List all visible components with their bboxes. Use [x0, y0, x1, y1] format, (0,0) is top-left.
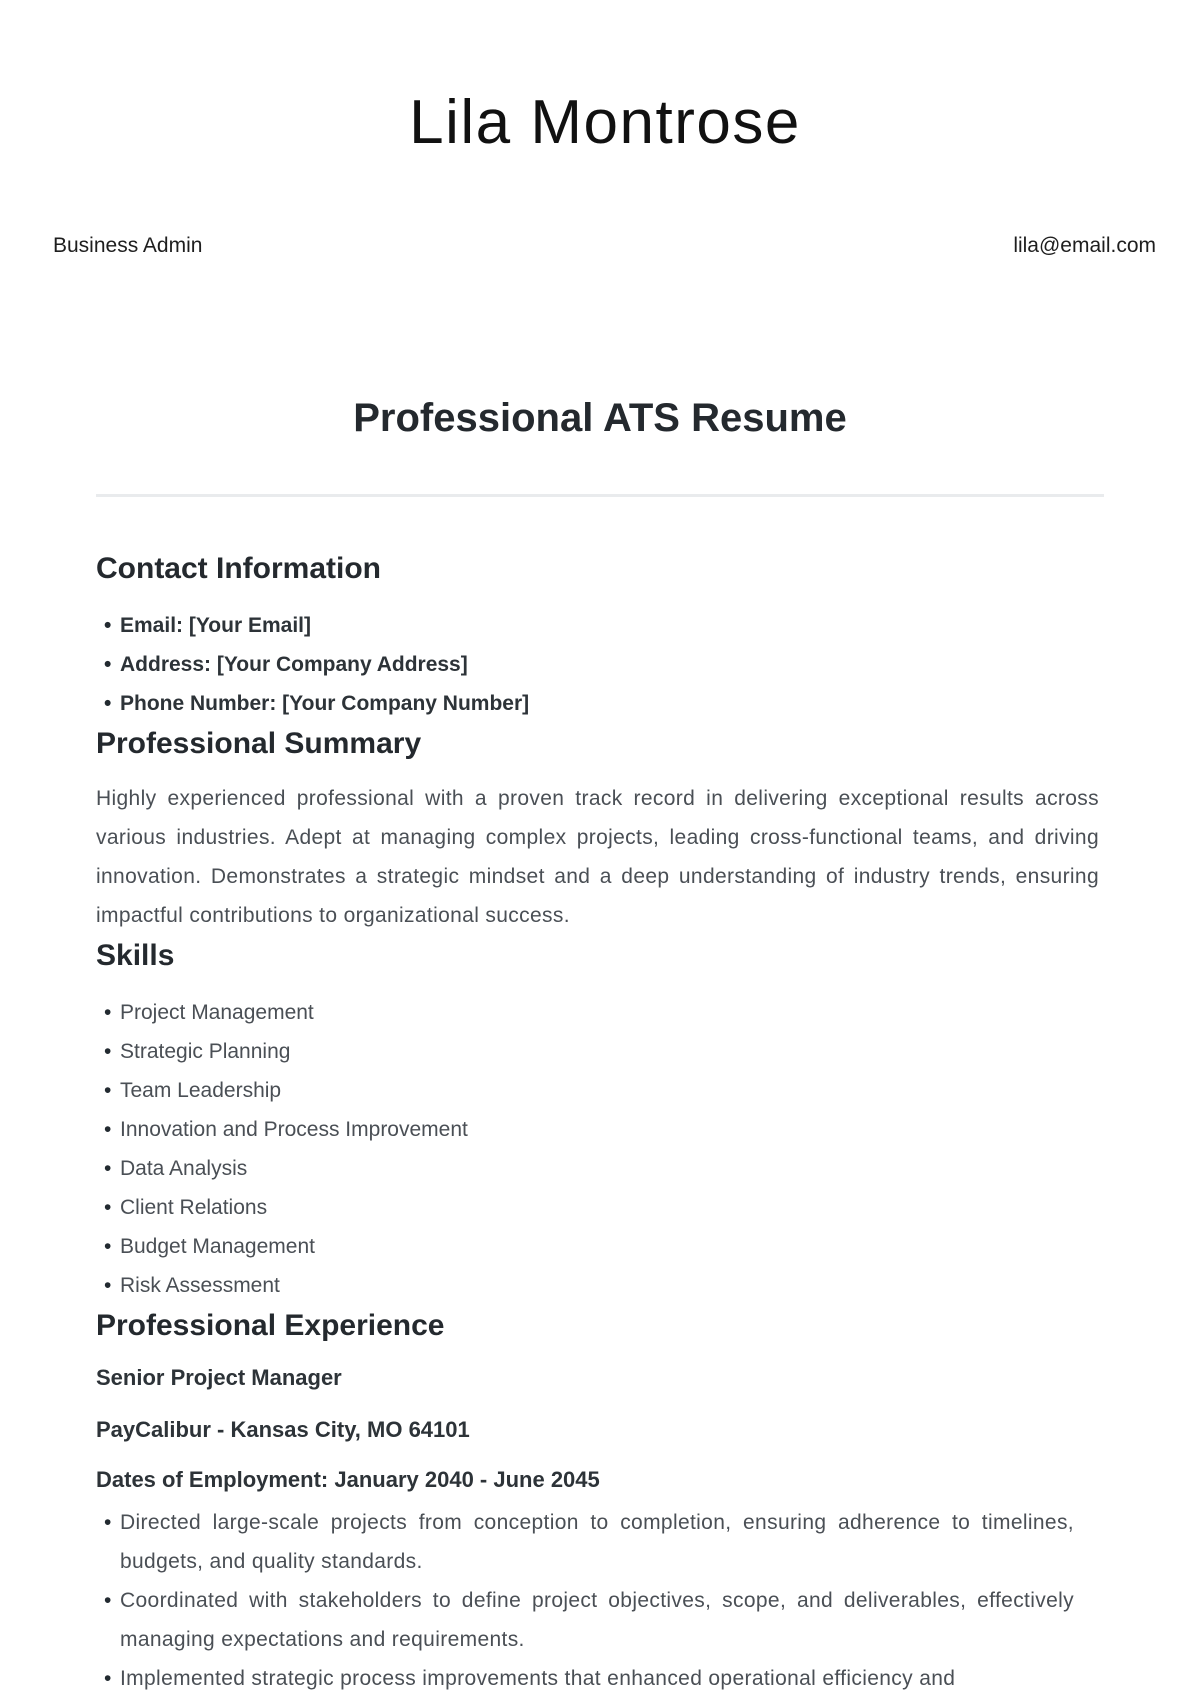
job-duty: [96, 1581, 1074, 1659]
bullet-icon: •: [104, 614, 112, 637]
contact-item: [96, 606, 1099, 645]
skill-item: [96, 1149, 1099, 1188]
bullet-icon: •: [104, 1196, 112, 1219]
skill-item-text: Data Analysis: [120, 1157, 248, 1180]
bullet-icon: •: [104, 1040, 112, 1063]
contact-section: [96, 548, 1099, 723]
skill-item-text: Project Management: [120, 1001, 314, 1024]
skill-item: [96, 1032, 1099, 1071]
summary-text: Highly experienced professional with a proven track record in delivering exceptional results across various industries. Adept at managing complex projects, leading cross-functional teams, and driving innovation. Demonstrates a strategic mindset and a deep understanding of industry trends, ensuring impactful contributions to organizational success.: [96, 787, 1099, 927]
skill-item-text: Budget Management: [120, 1235, 315, 1258]
bullet-icon: •: [104, 1667, 112, 1690]
skill-item: [96, 1227, 1099, 1266]
bullet-icon: •: [104, 1118, 112, 1141]
job-duties-list: [96, 1503, 1074, 1698]
skill-item: [96, 1266, 1099, 1305]
candidate-name: Lila Montrose: [409, 88, 801, 157]
experience-heading: Professional Experience: [96, 1309, 445, 1342]
bullet-icon: •: [104, 1511, 112, 1534]
title-divider: [96, 494, 1104, 497]
bullet-icon: •: [104, 1274, 112, 1297]
skill-item: [96, 993, 1099, 1032]
bullet-icon: •: [104, 1235, 112, 1258]
contact-list: [96, 606, 1099, 723]
bullet-icon: •: [104, 1001, 112, 1024]
skill-item-text: Client Relations: [120, 1196, 268, 1219]
contact-item-text: Email: [Your Email]: [120, 614, 311, 637]
contact-item-text: Address: [Your Company Address]: [120, 653, 468, 676]
skills-heading: Skills: [96, 939, 175, 972]
job-dates: Dates of Employment: January 2040 - June 2045: [96, 1467, 600, 1492]
bullet-icon: •: [104, 1589, 112, 1612]
candidate-role: Business Admin: [53, 234, 203, 257]
candidate-email: lila@email.com: [1013, 234, 1156, 257]
contact-item-text: Phone Number: [Your Company Number]: [120, 692, 530, 715]
job-duty: [96, 1503, 1074, 1581]
bullet-icon: •: [104, 1079, 112, 1102]
job-duty-text: Directed large-scale projects from conception to completion, ensuring adherence to timelines, budgets, and quality standards.: [120, 1511, 1074, 1573]
job-entry: [96, 1363, 1099, 1698]
skill-item-text: Strategic Planning: [120, 1040, 291, 1063]
job-duty: [96, 1659, 1074, 1698]
bullet-icon: •: [104, 692, 112, 715]
job-duty-text: Coordinated with stakeholders to define project objectives, scope, and deliverables, effectively managing expectations and requirements.: [120, 1589, 1074, 1651]
skill-item: [96, 1071, 1099, 1110]
job-duty-text: Implemented strategic process improvements that enhanced operational efficiency and: [120, 1667, 956, 1690]
skill-item: [96, 1110, 1099, 1149]
job-title: Senior Project Manager: [96, 1365, 342, 1390]
contact-item: [96, 645, 1099, 684]
resume-content: [96, 548, 1099, 1698]
contact-heading: Contact Information: [96, 552, 381, 585]
summary-section: [96, 723, 1099, 935]
skill-item-text: Innovation and Process Improvement: [120, 1118, 468, 1141]
skills-section: [96, 935, 1099, 1305]
contact-item: [96, 684, 1099, 723]
skills-list: [96, 993, 1099, 1305]
skill-item-text: Risk Assessment: [120, 1274, 280, 1297]
summary-heading: Professional Summary: [96, 727, 422, 760]
experience-section: [96, 1305, 1099, 1698]
job-company: PayCalibur - Kansas City, MO 64101: [96, 1417, 470, 1442]
document-title: Professional ATS Resume: [353, 396, 847, 440]
bullet-icon: •: [104, 1157, 112, 1180]
skill-item-text: Team Leadership: [120, 1079, 282, 1102]
skill-item: [96, 1188, 1099, 1227]
bullet-icon: •: [104, 653, 112, 676]
